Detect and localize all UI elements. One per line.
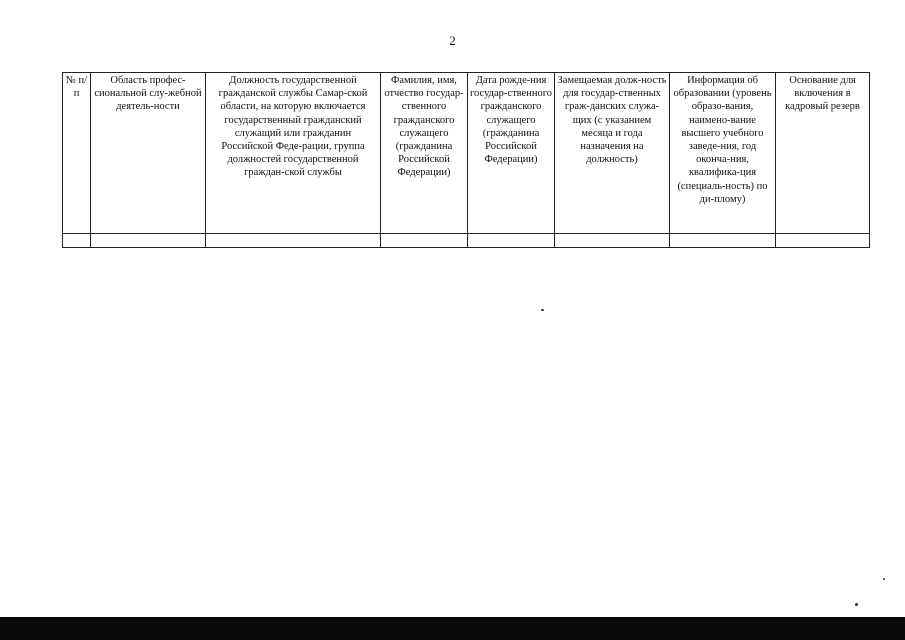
table-cell xyxy=(63,234,91,248)
column-header-full-name: Фамилия, имя, отчество государ-ственного гражданского служащего (гражданина Российской Федерации) xyxy=(381,73,468,234)
table-row xyxy=(63,234,870,248)
table-header-row xyxy=(63,73,870,234)
column-header-current-position: Замещаемая долж-ность для государ-ственных граж-данских служа-щих (с указанием месяца и года назначения на должность) xyxy=(555,73,670,234)
scan-edge-bar xyxy=(0,617,905,640)
table-cell xyxy=(670,234,776,248)
column-header-inclusion-basis: Основание для включения в кадровый резерв xyxy=(776,73,870,234)
table-cell xyxy=(381,234,468,248)
scan-speck xyxy=(855,603,858,606)
scan-speck xyxy=(883,578,885,580)
page-number: 2 xyxy=(449,33,456,48)
table-cell xyxy=(206,234,381,248)
table-cell xyxy=(555,234,670,248)
table-cell xyxy=(776,234,870,248)
column-header-birth-date: Дата рожде-ния государ-ственного гражданского служащего (гражданина Российской Федерации) xyxy=(468,73,555,234)
column-header-education: Информация об образовании (уровень образо-вания, наимено-вание высшего учебного заведе-ния, год оконча-ния, квалифика-ция (специаль-ность) по ди-плому) xyxy=(670,73,776,234)
table-cell xyxy=(91,234,206,248)
column-header-professional-area: Область профес-сиональной слу-жебной деятель-ности xyxy=(91,73,206,234)
column-header-position: Должность государственной гражданской службы Самар-ской области, на которую включается государственный гражданский служащий или гражданин Российской Феде-рации, группа должностей государственной граждан-ской службы xyxy=(206,73,381,234)
scan-speck xyxy=(541,309,544,311)
column-header-number: № п/п xyxy=(63,73,91,234)
personnel-reserve-table xyxy=(62,72,870,248)
table-cell xyxy=(468,234,555,248)
